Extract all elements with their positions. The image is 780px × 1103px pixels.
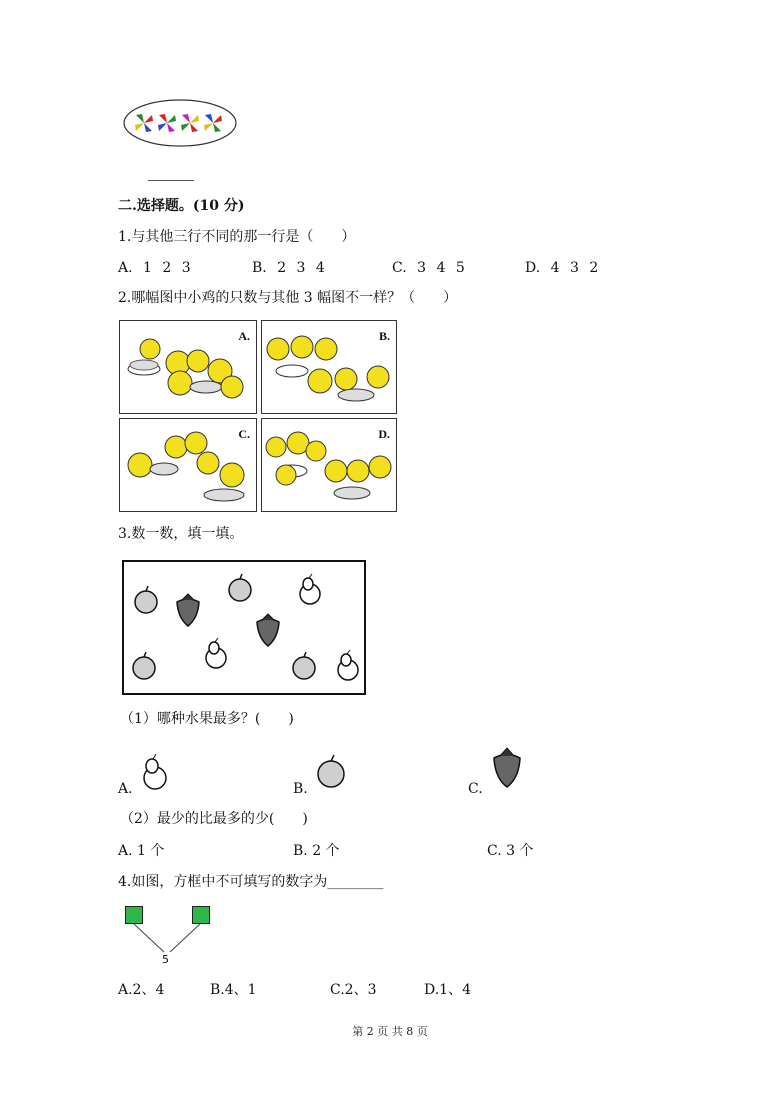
panel-label-c: C. bbox=[238, 427, 250, 441]
strawberry-icon bbox=[177, 594, 199, 626]
chicks-image bbox=[262, 419, 396, 511]
q4-option-a[interactable]: A.2、4 bbox=[118, 982, 165, 998]
apple-icon bbox=[133, 652, 155, 679]
q4-option-b[interactable]: B.4、1 bbox=[210, 982, 257, 998]
q3-sub1: （1）哪种水果最多？( ) bbox=[120, 711, 294, 727]
panel-label-a: A. bbox=[238, 329, 250, 343]
q1-text: 1.与其他三行不同的那一行是（ ） bbox=[118, 229, 356, 245]
answer-blank-line[interactable] bbox=[148, 180, 194, 181]
q1-option-b[interactable]: B. 2 3 4 bbox=[252, 260, 325, 276]
chick-panel-b[interactable] bbox=[261, 320, 397, 414]
decomposition-lines bbox=[120, 920, 220, 960]
panel-label-b: B. bbox=[378, 329, 390, 343]
apple-icon bbox=[135, 586, 157, 613]
chick-panel-d[interactable] bbox=[261, 418, 397, 512]
q2-text: 2.哪幅图中小鸡的只数与其他 3 幅图不一样？（ ） bbox=[118, 290, 458, 306]
strawberry-icon bbox=[257, 614, 279, 646]
q3-sub2-option-b[interactable]: B. 2 个 bbox=[293, 843, 340, 859]
q3-sub1-option-c[interactable]: C. bbox=[468, 781, 483, 797]
page-footer: 第 2 页 共 8 页 bbox=[352, 1025, 428, 1038]
q3-sub2-option-c[interactable]: C. 3 个 bbox=[487, 843, 534, 859]
fruit-picture-box bbox=[122, 560, 366, 695]
q1-option-c[interactable]: C. 3 4 5 bbox=[392, 260, 465, 276]
pear-icon bbox=[338, 650, 358, 680]
q4-text: 4.如图，方框中不可填写的数字为________ bbox=[118, 874, 384, 890]
pear-icon bbox=[206, 638, 226, 668]
section-title: 二.选择题。(10 分) bbox=[118, 198, 245, 214]
q3-text: 3.数一数，填一填。 bbox=[118, 526, 244, 542]
panel-label-d: D. bbox=[378, 427, 390, 441]
fruit-image bbox=[124, 562, 364, 693]
q3-sub1-option-b[interactable]: B. bbox=[293, 781, 308, 797]
chick-panel-a[interactable] bbox=[119, 320, 257, 414]
q1-option-a[interactable]: A. 1 2 3 bbox=[118, 260, 191, 276]
strawberry-icon bbox=[490, 744, 524, 788]
apple-icon bbox=[229, 574, 251, 601]
total-number: 5 bbox=[162, 953, 169, 966]
chicks-image bbox=[262, 321, 396, 413]
pear-icon bbox=[300, 574, 320, 604]
q4-option-c[interactable]: C.2、3 bbox=[330, 982, 377, 998]
chick-panel-c[interactable] bbox=[119, 418, 257, 512]
q4-option-d[interactable]: D.1、4 bbox=[424, 982, 471, 998]
apple-icon bbox=[314, 753, 348, 789]
pinwheel-decoration bbox=[122, 98, 238, 148]
q3-sub1-option-a[interactable]: A. bbox=[118, 781, 133, 797]
apple-icon bbox=[293, 652, 315, 679]
pear-icon bbox=[138, 752, 168, 792]
q3-sub2: （2）最少的比最多的少( ) bbox=[120, 811, 308, 827]
q1-option-d[interactable]: D. 4 3 2 bbox=[525, 260, 599, 276]
q3-sub2-option-a[interactable]: A. 1 个 bbox=[118, 843, 165, 859]
chicks-image bbox=[120, 419, 256, 511]
chicks-image bbox=[120, 321, 256, 413]
